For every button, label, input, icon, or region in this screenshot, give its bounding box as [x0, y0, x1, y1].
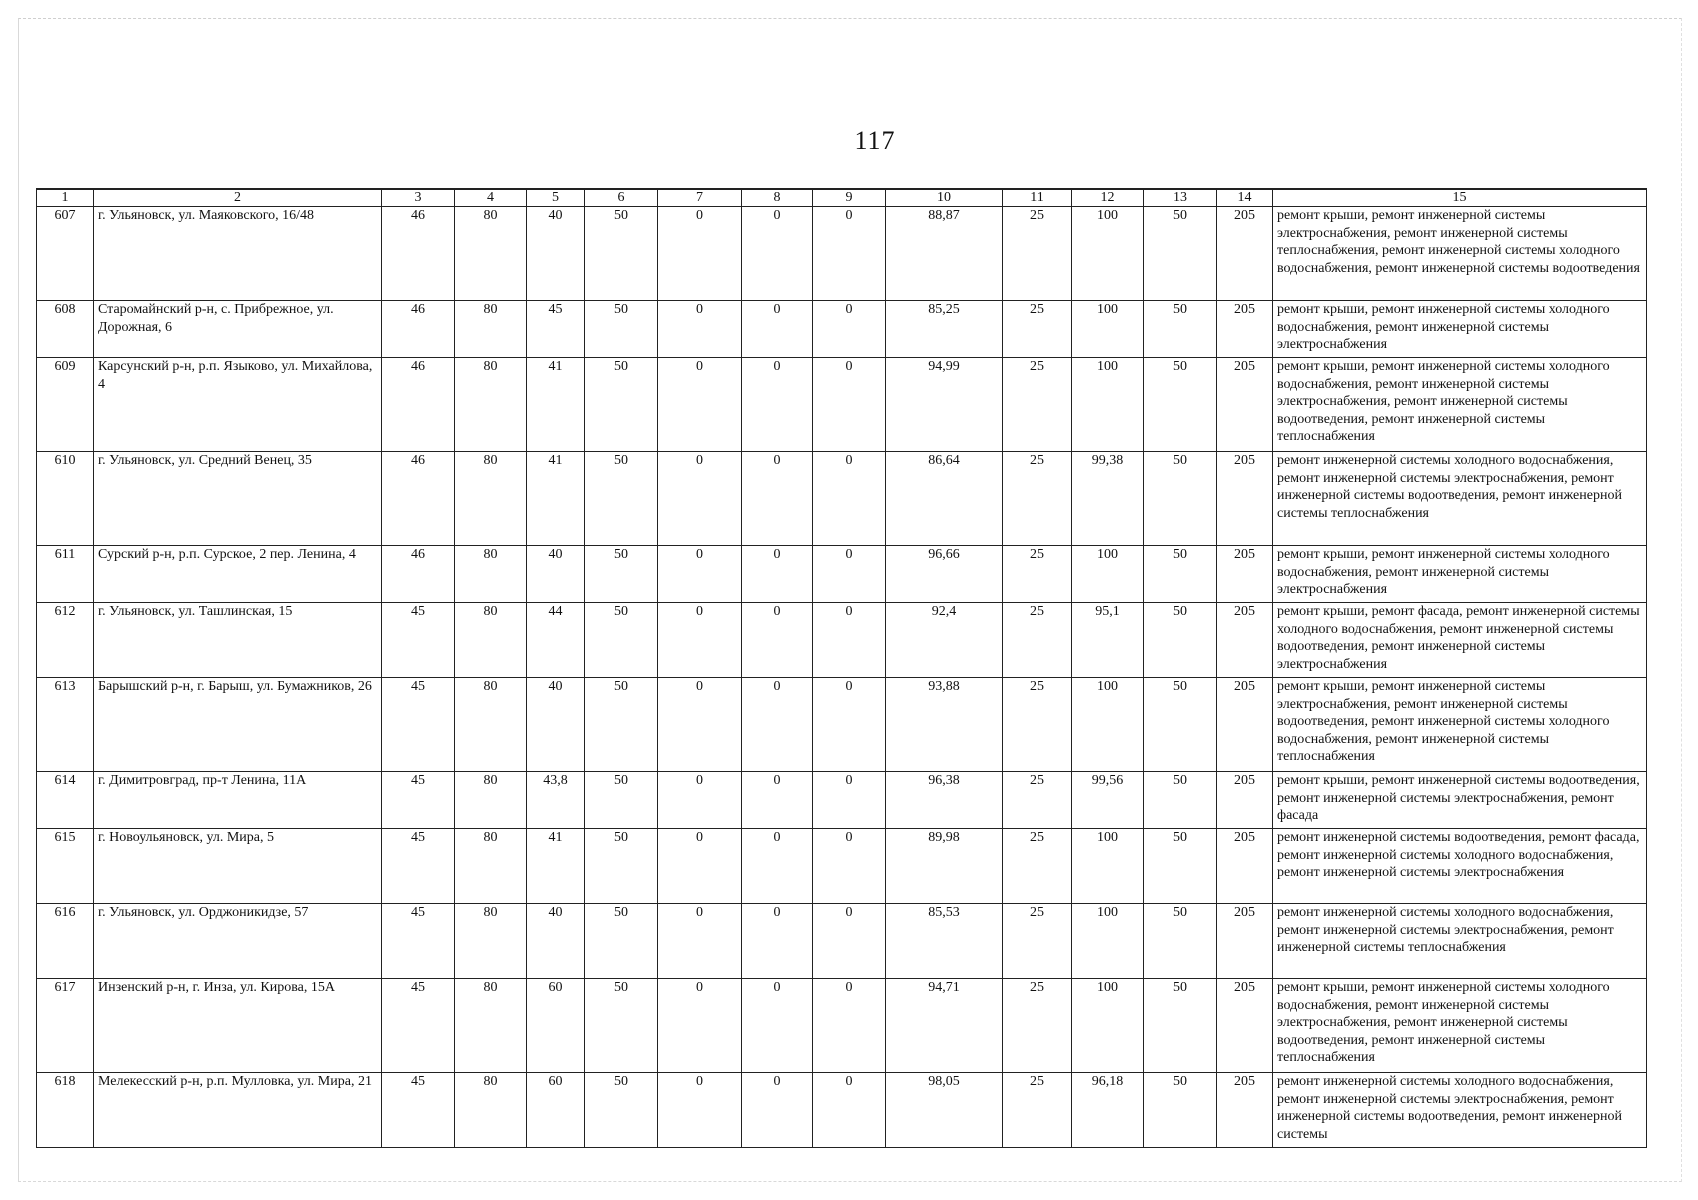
value-cell: 45: [382, 1073, 455, 1148]
works-cell: ремонт инженерной системы холодного водоснабжения, ремонт инженерной системы электроснабжения, ремонт инженерной системы водоотведения, ремонт инженерной системы теплоснабжения: [1273, 452, 1647, 546]
value-cell: 80: [455, 979, 527, 1073]
value-cell: 50: [585, 452, 658, 546]
value-cell: 205: [1217, 829, 1273, 904]
value-cell: 100: [1072, 358, 1144, 452]
value-cell: 205: [1217, 603, 1273, 678]
column-header: 14: [1217, 189, 1273, 207]
table-row: [37, 678, 1647, 772]
value-cell: 50: [585, 603, 658, 678]
value-cell: 50: [585, 301, 658, 358]
value-cell: 25: [1003, 829, 1072, 904]
column-header: 1: [37, 189, 94, 207]
value-cell: 0: [813, 301, 886, 358]
row-number: 609: [37, 358, 94, 452]
row-number: 610: [37, 452, 94, 546]
value-cell: 25: [1003, 678, 1072, 772]
value-cell: 45: [382, 772, 455, 829]
value-cell: 0: [813, 603, 886, 678]
value-cell: 50: [1144, 904, 1217, 979]
column-header: 3: [382, 189, 455, 207]
value-cell: 0: [813, 979, 886, 1073]
value-cell: 80: [455, 603, 527, 678]
value-cell: 205: [1217, 301, 1273, 358]
value-cell: 80: [455, 546, 527, 603]
value-cell: 45: [382, 678, 455, 772]
works-cell: ремонт инженерной системы водоотведения, ремонт фасада, ремонт инженерной системы холодного водоснабжения, ремонт инженерной системы электроснабжения: [1273, 829, 1647, 904]
value-cell: 94,99: [886, 358, 1003, 452]
table-row: [37, 829, 1647, 904]
value-cell: 0: [658, 829, 742, 904]
value-cell: 46: [382, 207, 455, 301]
value-cell: 25: [1003, 904, 1072, 979]
works-cell: ремонт крыши, ремонт инженерной системы холодного водоснабжения, ремонт инженерной системы электроснабжения, ремонт инженерной системы водоотведения, ремонт инженерной системы теплоснабжения: [1273, 358, 1647, 452]
value-cell: 92,4: [886, 603, 1003, 678]
column-header: 15: [1273, 189, 1647, 207]
value-cell: 0: [658, 772, 742, 829]
value-cell: 0: [742, 979, 813, 1073]
value-cell: 205: [1217, 678, 1273, 772]
value-cell: 0: [658, 358, 742, 452]
works-cell: ремонт инженерной системы холодного водоснабжения, ремонт инженерной системы электроснабжения, ремонт инженерной системы водоотведения, ремонт инженерной системы: [1273, 1073, 1647, 1148]
value-cell: 50: [1144, 603, 1217, 678]
value-cell: 94,71: [886, 979, 1003, 1073]
value-cell: 205: [1217, 358, 1273, 452]
value-cell: 80: [455, 452, 527, 546]
value-cell: 50: [1144, 207, 1217, 301]
value-cell: 80: [455, 904, 527, 979]
works-cell: ремонт крыши, ремонт инженерной системы холодного водоснабжения, ремонт инженерной системы электроснабжения: [1273, 301, 1647, 358]
table-row: [37, 301, 1647, 358]
value-cell: 80: [455, 358, 527, 452]
value-cell: 205: [1217, 452, 1273, 546]
value-cell: 0: [813, 904, 886, 979]
value-cell: 46: [382, 546, 455, 603]
value-cell: 0: [813, 358, 886, 452]
value-cell: 50: [585, 829, 658, 904]
value-cell: 25: [1003, 1073, 1072, 1148]
table-row: [37, 1073, 1647, 1148]
works-cell: ремонт крыши, ремонт инженерной системы электроснабжения, ремонт инженерной системы теплоснабжения, ремонт инженерной системы холодного водоснабжения, ремонт инженерной системы водоотведения: [1273, 207, 1647, 301]
value-cell: 99,38: [1072, 452, 1144, 546]
value-cell: 0: [742, 207, 813, 301]
value-cell: 0: [658, 979, 742, 1073]
value-cell: 0: [658, 678, 742, 772]
value-cell: 50: [1144, 546, 1217, 603]
table-row: [37, 207, 1647, 301]
value-cell: 0: [742, 829, 813, 904]
address-cell: Карсунский р-н, р.п. Языково, ул. Михайлова, 4: [94, 358, 382, 452]
row-number: 616: [37, 904, 94, 979]
value-cell: 100: [1072, 979, 1144, 1073]
value-cell: 0: [658, 546, 742, 603]
value-cell: 0: [813, 678, 886, 772]
row-number: 615: [37, 829, 94, 904]
value-cell: 46: [382, 358, 455, 452]
value-cell: 0: [742, 1073, 813, 1148]
table-row: [37, 979, 1647, 1073]
value-cell: 25: [1003, 546, 1072, 603]
value-cell: 25: [1003, 207, 1072, 301]
value-cell: 25: [1003, 358, 1072, 452]
value-cell: 50: [1144, 979, 1217, 1073]
value-cell: 0: [742, 678, 813, 772]
value-cell: 50: [585, 358, 658, 452]
value-cell: 98,05: [886, 1073, 1003, 1148]
value-cell: 0: [742, 301, 813, 358]
column-header: 5: [527, 189, 585, 207]
value-cell: 50: [585, 1073, 658, 1148]
value-cell: 50: [585, 678, 658, 772]
column-header: 9: [813, 189, 886, 207]
address-cell: г. Ульяновск, ул. Ташлинская, 15: [94, 603, 382, 678]
value-cell: 45: [382, 904, 455, 979]
value-cell: 25: [1003, 979, 1072, 1073]
value-cell: 40: [527, 678, 585, 772]
value-cell: 44: [527, 603, 585, 678]
value-cell: 46: [382, 452, 455, 546]
column-header: 10: [886, 189, 1003, 207]
value-cell: 100: [1072, 207, 1144, 301]
value-cell: 25: [1003, 772, 1072, 829]
value-cell: 0: [742, 546, 813, 603]
address-cell: Барышский р-н, г. Барыш, ул. Бумажников, 26: [94, 678, 382, 772]
column-header: 13: [1144, 189, 1217, 207]
value-cell: 43,8: [527, 772, 585, 829]
value-cell: 205: [1217, 1073, 1273, 1148]
value-cell: 80: [455, 301, 527, 358]
value-cell: 50: [585, 904, 658, 979]
value-cell: 0: [742, 452, 813, 546]
value-cell: 50: [1144, 358, 1217, 452]
value-cell: 45: [527, 301, 585, 358]
value-cell: 46: [382, 301, 455, 358]
value-cell: 205: [1217, 772, 1273, 829]
row-number: 612: [37, 603, 94, 678]
value-cell: 0: [658, 904, 742, 979]
value-cell: 25: [1003, 603, 1072, 678]
works-cell: ремонт инженерной системы холодного водоснабжения, ремонт инженерной системы электроснабжения, ремонт инженерной системы теплоснабжения: [1273, 904, 1647, 979]
value-cell: 85,25: [886, 301, 1003, 358]
table-row: [37, 358, 1647, 452]
row-number: 617: [37, 979, 94, 1073]
column-header: 11: [1003, 189, 1072, 207]
address-cell: Мелекесский р-н, р.п. Мулловка, ул. Мира, 21: [94, 1073, 382, 1148]
value-cell: 100: [1072, 829, 1144, 904]
value-cell: 50: [585, 546, 658, 603]
value-cell: 205: [1217, 979, 1273, 1073]
value-cell: 205: [1217, 207, 1273, 301]
value-cell: 50: [585, 772, 658, 829]
value-cell: 89,98: [886, 829, 1003, 904]
value-cell: 50: [1144, 772, 1217, 829]
column-header: 6: [585, 189, 658, 207]
value-cell: 85,53: [886, 904, 1003, 979]
address-cell: г. Ульяновск, ул. Орджоникидзе, 57: [94, 904, 382, 979]
value-cell: 50: [1144, 829, 1217, 904]
value-cell: 60: [527, 979, 585, 1073]
value-cell: 50: [1144, 1073, 1217, 1148]
value-cell: 100: [1072, 301, 1144, 358]
value-cell: 93,88: [886, 678, 1003, 772]
repair-register-table: [36, 188, 1647, 1148]
value-cell: 50: [585, 207, 658, 301]
value-cell: 45: [382, 603, 455, 678]
address-cell: Сурский р-н, р.п. Сурское, 2 пер. Ленина, 4: [94, 546, 382, 603]
works-cell: ремонт крыши, ремонт инженерной системы электроснабжения, ремонт инженерной системы водоотведения, ремонт инженерной системы холодного водоснабжения, ремонт инженерной системы теплоснабжения: [1273, 678, 1647, 772]
value-cell: 0: [813, 207, 886, 301]
row-number: 618: [37, 1073, 94, 1148]
table-row: [37, 603, 1647, 678]
value-cell: 100: [1072, 546, 1144, 603]
address-cell: г. Ульяновск, ул. Маяковского, 16/48: [94, 207, 382, 301]
value-cell: 41: [527, 452, 585, 546]
address-cell: г. Ульяновск, ул. Средний Венец, 35: [94, 452, 382, 546]
value-cell: 95,1: [1072, 603, 1144, 678]
value-cell: 0: [813, 772, 886, 829]
column-number-row: [37, 189, 1647, 207]
value-cell: 0: [658, 603, 742, 678]
value-cell: 80: [455, 829, 527, 904]
value-cell: 80: [455, 207, 527, 301]
value-cell: 99,56: [1072, 772, 1144, 829]
address-cell: Инзенский р-н, г. Инза, ул. Кирова, 15А: [94, 979, 382, 1073]
column-header: 7: [658, 189, 742, 207]
value-cell: 0: [813, 452, 886, 546]
value-cell: 50: [1144, 452, 1217, 546]
row-number: 611: [37, 546, 94, 603]
value-cell: 0: [813, 829, 886, 904]
works-cell: ремонт крыши, ремонт фасада, ремонт инженерной системы холодного водоснабжения, ремонт инженерной системы водоотведения, ремонт инженерной системы электроснабжения: [1273, 603, 1647, 678]
value-cell: 80: [455, 1073, 527, 1148]
value-cell: 50: [585, 979, 658, 1073]
value-cell: 0: [742, 603, 813, 678]
works-cell: ремонт крыши, ремонт инженерной системы холодного водоснабжения, ремонт инженерной системы электроснабжения, ремонт инженерной системы водоотведения, ремонт инженерной системы теплоснабжения: [1273, 979, 1647, 1073]
value-cell: 0: [658, 1073, 742, 1148]
value-cell: 96,38: [886, 772, 1003, 829]
value-cell: 0: [813, 546, 886, 603]
value-cell: 96,66: [886, 546, 1003, 603]
column-header: 4: [455, 189, 527, 207]
column-header: 2: [94, 189, 382, 207]
row-number: 607: [37, 207, 94, 301]
works-cell: ремонт крыши, ремонт инженерной системы водоотведения, ремонт инженерной системы электроснабжения, ремонт фасада: [1273, 772, 1647, 829]
value-cell: 25: [1003, 301, 1072, 358]
value-cell: 205: [1217, 904, 1273, 979]
value-cell: 0: [658, 452, 742, 546]
page-number: 117: [854, 126, 896, 155]
address-cell: Старомайнский р-н, с. Прибрежное, ул. Дорожная, 6: [94, 301, 382, 358]
column-header: 8: [742, 189, 813, 207]
value-cell: 45: [382, 829, 455, 904]
row-number: 614: [37, 772, 94, 829]
works-cell: ремонт крыши, ремонт инженерной системы холодного водоснабжения, ремонт инженерной системы электроснабжения: [1273, 546, 1647, 603]
value-cell: 96,18: [1072, 1073, 1144, 1148]
value-cell: 205: [1217, 546, 1273, 603]
value-cell: 80: [455, 678, 527, 772]
table-row: [37, 772, 1647, 829]
value-cell: 40: [527, 546, 585, 603]
value-cell: 0: [742, 358, 813, 452]
value-cell: 0: [813, 1073, 886, 1148]
value-cell: 88,87: [886, 207, 1003, 301]
column-header: 12: [1072, 189, 1144, 207]
value-cell: 50: [1144, 678, 1217, 772]
value-cell: 50: [1144, 301, 1217, 358]
value-cell: 40: [527, 904, 585, 979]
value-cell: 86,64: [886, 452, 1003, 546]
address-cell: г. Димитровград, пр-т Ленина, 11А: [94, 772, 382, 829]
value-cell: 41: [527, 829, 585, 904]
row-number: 613: [37, 678, 94, 772]
table-row: [37, 452, 1647, 546]
value-cell: 100: [1072, 678, 1144, 772]
value-cell: 100: [1072, 904, 1144, 979]
value-cell: 0: [658, 207, 742, 301]
value-cell: 25: [1003, 452, 1072, 546]
value-cell: 45: [382, 979, 455, 1073]
table-row: [37, 904, 1647, 979]
value-cell: 40: [527, 207, 585, 301]
value-cell: 0: [742, 772, 813, 829]
value-cell: 60: [527, 1073, 585, 1148]
value-cell: 41: [527, 358, 585, 452]
address-cell: г. Новоульяновск, ул. Мира, 5: [94, 829, 382, 904]
value-cell: 0: [658, 301, 742, 358]
row-number: 608: [37, 301, 94, 358]
value-cell: 0: [742, 904, 813, 979]
value-cell: 80: [455, 772, 527, 829]
table-row: [37, 546, 1647, 603]
